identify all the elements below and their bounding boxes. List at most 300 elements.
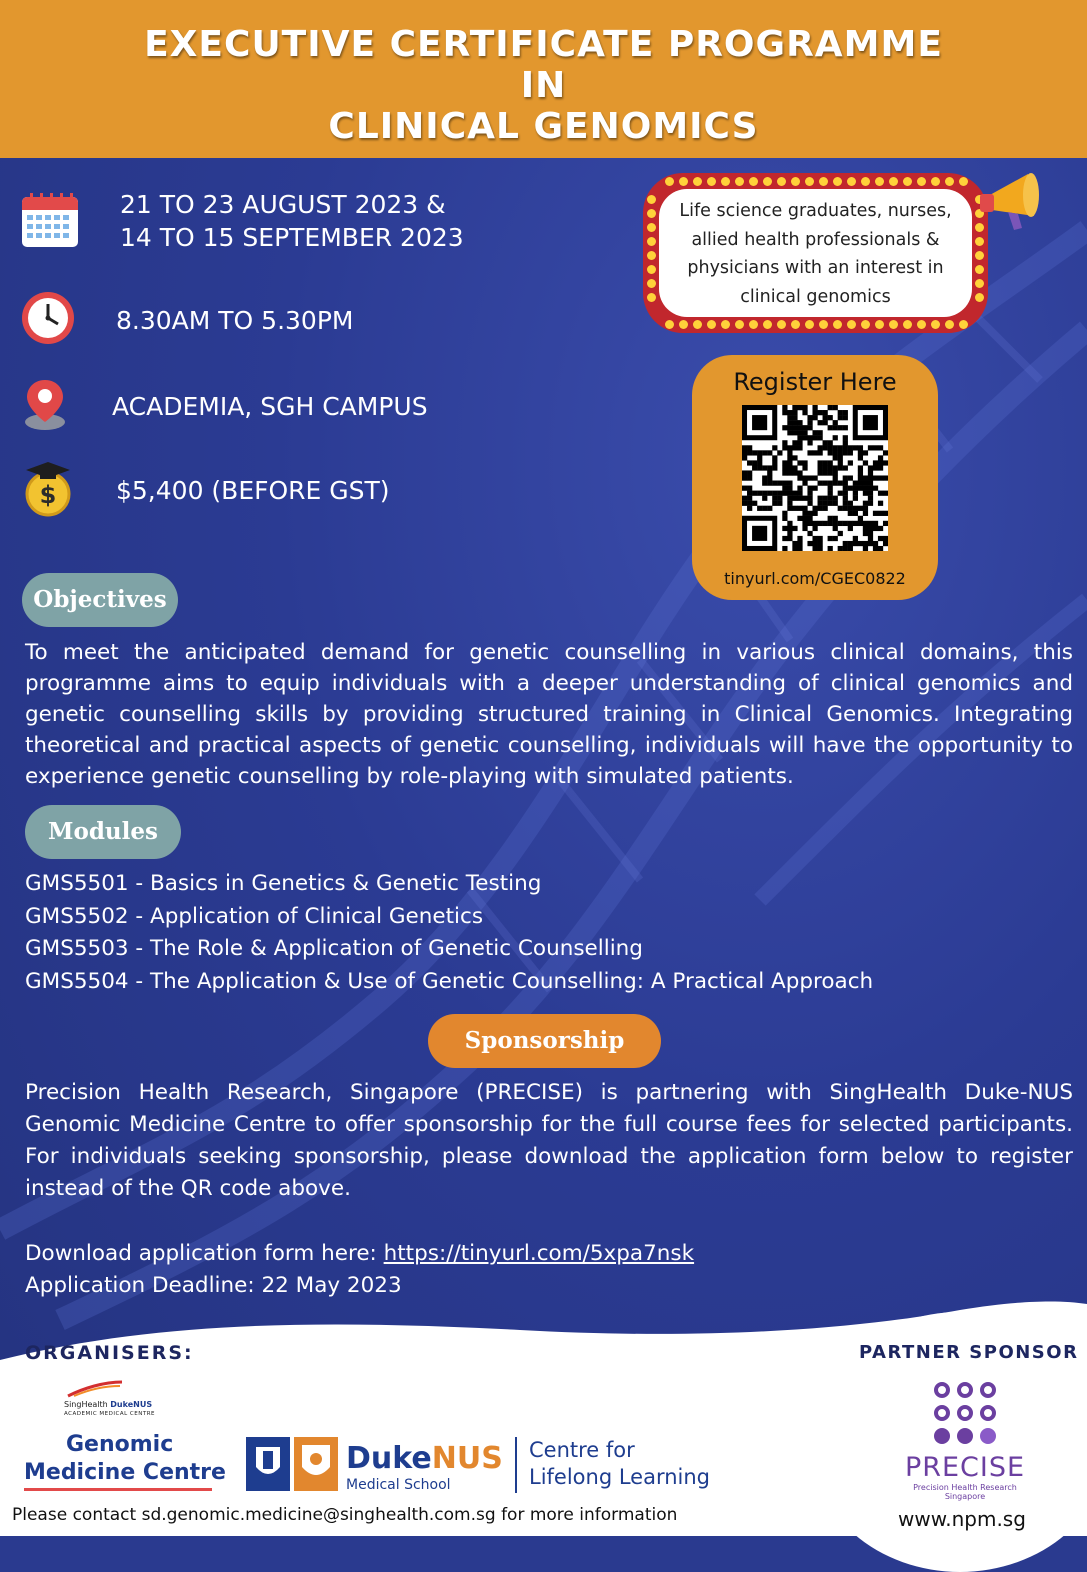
qr-module — [838, 546, 843, 551]
qr-module — [878, 536, 883, 541]
marquee-bulb — [903, 320, 912, 329]
qr-module — [797, 445, 802, 450]
marquee-bulb — [975, 237, 984, 246]
qr-module — [802, 410, 807, 415]
qr-module — [787, 486, 792, 491]
qr-module — [873, 541, 878, 546]
audience-line-3: physicians with an interest in — [687, 258, 944, 278]
qr-module — [823, 460, 828, 465]
qr-module — [797, 435, 802, 440]
marquee-bulb — [791, 320, 800, 329]
gmc-underline — [24, 1488, 212, 1491]
qr-module — [843, 465, 848, 470]
qr-module — [838, 410, 843, 415]
qr-module — [828, 536, 833, 541]
qr-module — [873, 526, 878, 531]
qr-module — [782, 536, 787, 541]
qr-module — [868, 481, 873, 486]
qr-module — [858, 450, 863, 455]
marquee-bulb — [861, 320, 870, 329]
marquee-bulb — [647, 251, 656, 260]
register-url[interactable]: tinyurl.com/CGEC0822 — [724, 569, 906, 588]
qr-module — [787, 410, 792, 415]
qr-module — [782, 470, 787, 475]
qr-module — [838, 415, 843, 420]
qr-module — [828, 445, 833, 450]
qr-module — [848, 445, 853, 450]
singhealth-small: SingHealth — [64, 1400, 108, 1409]
qr-module — [777, 491, 782, 496]
fee-text: $5,400 (BEFORE GST) — [116, 475, 390, 505]
qr-module — [807, 491, 812, 496]
qr-module — [818, 496, 823, 501]
qr-module — [858, 455, 863, 460]
qr-module — [747, 496, 752, 501]
qr-module — [883, 460, 888, 465]
qr-module — [858, 445, 863, 450]
marquee-bulb — [647, 209, 656, 218]
download-line — [25, 1238, 1073, 1270]
qr-module — [863, 460, 868, 465]
qr-module — [818, 481, 823, 486]
qr-module — [863, 511, 868, 516]
qr-module — [797, 420, 802, 425]
qr-module — [772, 460, 777, 465]
application-deadline: Application Deadline: 22 May 2023 — [25, 1273, 402, 1298]
qr-module — [802, 511, 807, 516]
qr-module — [823, 440, 828, 445]
qr-module — [863, 526, 868, 531]
qr-module — [833, 501, 838, 506]
qr-module — [787, 536, 792, 541]
qr-module — [833, 435, 838, 440]
qr-module — [787, 526, 792, 531]
qr-module — [802, 435, 807, 440]
qr-module — [782, 460, 787, 465]
qr-module — [812, 511, 817, 516]
marquee-bulb — [749, 320, 758, 329]
qr-module — [843, 491, 848, 496]
qr-module — [828, 486, 833, 491]
qr-module — [853, 491, 858, 496]
qr-module — [787, 455, 792, 460]
qr-module — [812, 435, 817, 440]
qr-module — [797, 405, 802, 410]
qr-module — [833, 481, 838, 486]
qr-module — [833, 405, 838, 410]
qr-module — [802, 506, 807, 511]
qr-module — [828, 496, 833, 501]
qr-module — [802, 460, 807, 465]
qr-module — [853, 445, 858, 450]
qr-module — [818, 445, 823, 450]
qr-module — [802, 475, 807, 480]
qr-module — [823, 410, 828, 415]
qr-module — [762, 496, 767, 501]
qr-module — [843, 475, 848, 480]
qr-module — [792, 405, 797, 410]
qr-module — [807, 420, 812, 425]
title-line-3: CLINICAL GENOMICS — [328, 106, 759, 147]
qr-module — [818, 536, 823, 541]
qr-module — [868, 521, 873, 526]
qr-module — [787, 481, 792, 486]
qr-module — [848, 526, 853, 531]
modules-label: Modules — [25, 805, 181, 859]
marquee-bulb — [735, 320, 744, 329]
marquee-bulb — [647, 279, 656, 288]
qr-module — [858, 486, 863, 491]
qr-module — [812, 405, 817, 410]
qr-module — [787, 491, 792, 496]
qr-module — [797, 470, 802, 475]
qr-module — [868, 536, 873, 541]
qr-module — [863, 546, 868, 551]
module-item: GMS5501 - Basics in Genetics & Genetic Testing — [25, 871, 542, 896]
qr-module — [777, 501, 782, 506]
qr-module — [787, 420, 792, 425]
qr-module — [843, 415, 848, 420]
qr-module — [833, 455, 838, 460]
qr-module — [782, 511, 787, 516]
marquee-bulb — [707, 320, 716, 329]
qr-module — [802, 430, 807, 435]
marquee-bulb — [917, 320, 926, 329]
qr-finder — [752, 415, 767, 430]
qr-module — [742, 445, 747, 450]
megaphone-icon — [978, 166, 1058, 236]
qr-module — [838, 425, 843, 430]
qr-module — [782, 491, 787, 496]
qr-module — [812, 541, 817, 546]
qr-module — [868, 470, 873, 475]
qr-finder — [752, 526, 767, 541]
dukenus-big-a: Duke — [346, 1441, 432, 1476]
qr-module — [792, 546, 797, 551]
qr-module — [843, 435, 848, 440]
qr-module — [812, 475, 817, 480]
cll-line-2: Lifelong Learning — [529, 1465, 711, 1489]
title-banner — [0, 0, 1087, 158]
marquee-bulb — [647, 223, 656, 232]
qr-module — [792, 415, 797, 420]
marquee-bulb — [847, 177, 856, 186]
qr-module — [807, 521, 812, 526]
qr-module — [833, 425, 838, 430]
qr-module — [782, 410, 787, 415]
qr-module — [858, 521, 863, 526]
download-prefix: Download application form here: — [25, 1241, 384, 1266]
gmc-line-2: Medicine Centre — [24, 1460, 226, 1485]
qr-module — [868, 541, 873, 546]
qr-module — [823, 465, 828, 470]
qr-module — [868, 491, 873, 496]
qr-module — [873, 475, 878, 480]
sponsorship-label: Sponsorship — [428, 1014, 661, 1068]
qr-module — [878, 465, 883, 470]
contact-line: Please contact sd.genomic.medicine@singhealth.com.sg for more information — [12, 1505, 678, 1525]
time-row — [20, 290, 354, 350]
qr-module — [812, 526, 817, 531]
qr-module — [833, 496, 838, 501]
qr-module — [868, 445, 873, 450]
qr-module — [818, 501, 823, 506]
qr-module — [853, 521, 858, 526]
qr-module — [747, 491, 752, 496]
qr-module — [757, 460, 762, 465]
qr-module — [787, 415, 792, 420]
qr-module — [757, 450, 762, 455]
qr-module — [868, 465, 873, 470]
qr-module — [797, 541, 802, 546]
qr-module — [873, 445, 878, 450]
qr-module — [828, 546, 833, 551]
qr-module — [752, 491, 757, 496]
qr-module — [863, 501, 868, 506]
qr-module — [772, 491, 777, 496]
marquee-bulb — [749, 177, 758, 186]
qr-module — [792, 425, 797, 430]
objectives-text: To meet the anticipated demand for genetic counselling in various clinical domains, this programme aims to equip individuals with a deeper understanding of clinical genomics and genetic counselling skills by providing structured training in Clinical Genomics. Integrating theoretical and practical aspects of genetic counselling, individuals will have the opportunity to experience genetic counselling by role-playing with simulated patients. — [25, 640, 1073, 789]
qr-module — [757, 455, 762, 460]
qr-module — [878, 546, 883, 551]
target-audience-box — [643, 173, 988, 333]
qr-module — [873, 486, 878, 491]
qr-module — [823, 420, 828, 425]
objectives-label: Objectives — [22, 573, 178, 627]
qr-module — [868, 475, 873, 480]
qr-module — [823, 445, 828, 450]
marquee-bulb — [763, 320, 772, 329]
qr-module — [863, 541, 868, 546]
qr-module — [807, 511, 812, 516]
qr-module — [848, 475, 853, 480]
qr-module — [777, 496, 782, 501]
dates-row — [20, 188, 464, 254]
qr-module — [883, 475, 888, 480]
precise-sub-1: Precision Health Research — [913, 1483, 1017, 1492]
qr-module — [747, 501, 752, 506]
qr-module — [863, 506, 868, 511]
marquee-bulb — [679, 177, 688, 186]
marquee-bulb — [819, 320, 828, 329]
qr-module — [772, 445, 777, 450]
logo-divider — [515, 1437, 517, 1493]
qr-finder — [863, 415, 878, 430]
qr-module — [807, 501, 812, 506]
qr-module — [767, 481, 772, 486]
qr-module — [747, 445, 752, 450]
qr-module — [807, 415, 812, 420]
qr-module — [858, 475, 863, 480]
venue-row — [20, 376, 428, 436]
qr-module — [828, 501, 833, 506]
dukenus-big-b: NUS — [431, 1441, 503, 1476]
qr-module — [782, 481, 787, 486]
qr-module — [807, 435, 812, 440]
qr-module — [848, 541, 853, 546]
marquee-bulb — [647, 237, 656, 246]
qr-module — [747, 475, 752, 480]
qr-module — [787, 531, 792, 536]
modules-list — [25, 868, 873, 998]
download-form-link[interactable]: https://tinyurl.com/5xpa7nsk — [383, 1241, 695, 1266]
audience-line-1: Life science graduates, nurses, — [679, 201, 952, 221]
qr-module — [848, 506, 853, 511]
qr-module — [868, 526, 873, 531]
qr-module — [797, 516, 802, 521]
qr-module — [818, 465, 823, 470]
qr-module — [767, 450, 772, 455]
qr-module — [807, 440, 812, 445]
qr-module — [787, 425, 792, 430]
qr-module — [787, 506, 792, 511]
qr-module — [772, 465, 777, 470]
time-text: 8.30AM TO 5.30PM — [116, 305, 354, 335]
qr-module — [818, 430, 823, 435]
qr-module — [863, 521, 868, 526]
website-link[interactable]: www.npm.sg — [898, 1507, 1026, 1531]
qr-module — [797, 486, 802, 491]
qr-module — [833, 420, 838, 425]
marquee-bulb — [889, 177, 898, 186]
marquee-bulb — [833, 320, 842, 329]
marquee-bulb — [777, 320, 786, 329]
qr-module — [863, 475, 868, 480]
qr-module — [878, 455, 883, 460]
marquee-bulb — [791, 177, 800, 186]
marquee-bulb — [707, 177, 716, 186]
qr-module — [742, 501, 747, 506]
qr-module — [858, 541, 863, 546]
marquee-bulb — [721, 177, 730, 186]
qr-module — [858, 481, 863, 486]
marquee-bulb — [975, 279, 984, 288]
marquee-bulb — [861, 177, 870, 186]
marquee-bulb — [903, 177, 912, 186]
location-pin-icon — [20, 376, 80, 436]
qr-module — [807, 475, 812, 480]
qr-module — [802, 526, 807, 531]
qr-module — [853, 541, 858, 546]
marquee-bulb — [805, 320, 814, 329]
qr-module — [752, 501, 757, 506]
qr-module — [812, 415, 817, 420]
precise-sub-2: Singapore — [944, 1492, 986, 1501]
qr-module — [792, 455, 797, 460]
qr-module — [818, 546, 823, 551]
qr-module — [818, 410, 823, 415]
qr-module — [873, 460, 878, 465]
qr-module — [843, 425, 848, 430]
qr-module — [838, 465, 843, 470]
qr-module — [797, 546, 802, 551]
clock-icon — [20, 290, 80, 350]
qr-module — [812, 506, 817, 511]
qr-module — [818, 460, 823, 465]
qr-module — [843, 506, 848, 511]
qr-module — [797, 536, 802, 541]
qr-module — [782, 425, 787, 430]
qr-module — [807, 450, 812, 455]
qr-module — [883, 536, 888, 541]
qr-module — [787, 450, 792, 455]
qr-module — [853, 511, 858, 516]
qr-module — [792, 420, 797, 425]
qr-module — [747, 450, 752, 455]
qr-module — [762, 481, 767, 486]
qr-module — [812, 450, 817, 455]
qr-module — [792, 410, 797, 415]
qr-module — [752, 460, 757, 465]
qr-module — [782, 440, 787, 445]
qr-module — [853, 506, 858, 511]
register-title: Register Here — [733, 368, 897, 396]
qr-module — [858, 470, 863, 475]
qr-module — [802, 481, 807, 486]
qr-module — [838, 460, 843, 465]
qr-module — [818, 521, 823, 526]
marquee-bulb — [665, 320, 674, 329]
qr-module — [787, 501, 792, 506]
qr-module — [757, 465, 762, 470]
qr-module — [782, 526, 787, 531]
qr-module — [762, 465, 767, 470]
qr-module — [802, 521, 807, 526]
qr-module — [853, 536, 858, 541]
marquee-bulb — [665, 177, 674, 186]
marquee-bulb — [931, 177, 940, 186]
qr-module — [843, 440, 848, 445]
qr-module — [757, 491, 762, 496]
marquee-bulb — [721, 320, 730, 329]
qr-module — [797, 430, 802, 435]
qr-module — [868, 531, 873, 536]
qr-module — [833, 521, 838, 526]
qr-module — [823, 481, 828, 486]
qr-module — [787, 445, 792, 450]
qr-module — [848, 546, 853, 551]
qr-module — [767, 470, 772, 475]
qr-module — [823, 506, 828, 511]
qr-module — [782, 465, 787, 470]
qr-module — [878, 475, 883, 480]
marquee-bulb — [945, 320, 954, 329]
qr-module — [797, 440, 802, 445]
qr-module — [878, 526, 883, 531]
marquee-bulb — [679, 320, 688, 329]
qr-module — [838, 506, 843, 511]
registration-qr-code[interactable] — [742, 405, 888, 551]
qr-module — [767, 491, 772, 496]
marquee-bulb — [917, 177, 926, 186]
qr-module — [742, 475, 747, 480]
qr-module — [742, 486, 747, 491]
qr-module — [878, 460, 883, 465]
graduation-coin-icon — [20, 460, 80, 520]
register-box[interactable] — [692, 355, 938, 600]
qr-module — [762, 450, 767, 455]
amc-small: ACADEMIC MEDICAL CENTRE — [64, 1411, 156, 1417]
qr-module — [828, 415, 833, 420]
precise-dots-icon — [930, 1380, 1000, 1448]
cll-line-1: Centre for — [529, 1438, 635, 1462]
qr-module — [818, 435, 823, 440]
organisers-label: ORGANISERS: — [25, 1342, 194, 1364]
qr-module — [747, 460, 752, 465]
qr-module — [777, 450, 782, 455]
qr-module — [762, 491, 767, 496]
